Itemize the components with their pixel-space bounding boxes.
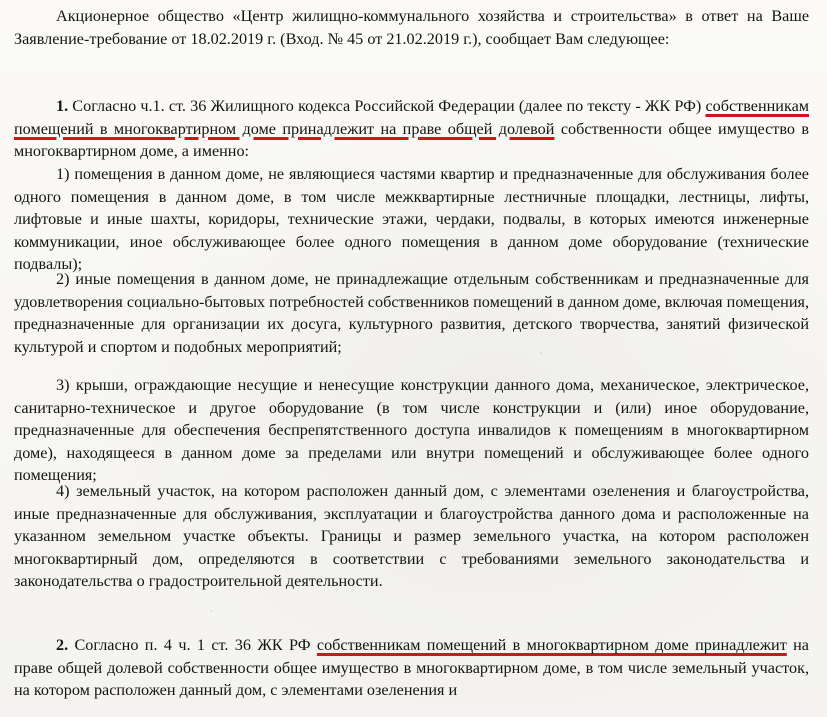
point-1-prefix: Согласно ч.1. ст. 36 Жилищного кодекса Российской Федерации (далее по тексту - ЖК РФ) [68,97,706,115]
point-2-underlined-text: собственникам помещений в многоквартирном доме принадлежит [316,636,787,654]
scan-speck [693,448,696,450]
subitem-1: 1) помещения в данном доме, не являющиеся частями квартир и предназначенные для обслуживания более одного помещения в данном доме, в том числе межквартирные лестничные площадки, лестницы, лифты, лифтовые и иные шахты, коридоры, технические этажи, чердаки, подвалы, в которых имеются инженерные коммуникации, иное обслуживающее более одного помещения в данном доме оборудование (технические подвалы); [14,165,809,274]
point-2-prefix: Согласно п. 4 ч. 1 ст. 36 ЖК РФ [68,636,317,654]
scan-speck [540,352,542,354]
point-1-number: 1. [56,97,69,115]
intro-paragraph: Акционерное общество «Центр жилищно-коммунального хозяйства и строительства» в ответ на Ваше Заявление-требование от 18.02.2019 г. (Вход. № 45 от 21.02.2019 г.), сообщает Вам следующее: [14,7,809,48]
point-1-paragraph [14,95,809,163]
subitem-4: 4) земельный участок, на котором расположен данный дом, с элементами озеленения и благоустройства, иные предназначенные для обслуживания, эксплуатации и благоустройства данного дома и расположенные на указанном земельном участке объекты. Границы и размер земельного участка, на котором расположен многоквартирный дом, определяются в соответствии с требованиями земельного законодательства и законодательства о градостроительной деятельности. [14,482,809,591]
point-2-suffix: на праве общей долевой собственности общее имущество в многоквартирном доме, в том числе земельный участок, на котором расположен данный дом, с элементами озеленения и [14,636,809,700]
subitem-2: 2) иные помещения в данном доме, не принадлежащие отдельным собственникам и предназначенные для удовлетворения социально-бытовых потребностей собственников помещений в данном доме, включая помещения, предназначенные для организации их досуга, культурного развития, детского творчества, занятий физической культурой и спортом и подобных мероприятий; [14,270,809,356]
point-2-paragraph [14,634,809,702]
point-2-number: 2. [56,636,69,654]
scan-speck [210,610,212,612]
point-1-underlined-text: собственникам помещений в многоквартирном доме принадлежит на праве общей долевой [14,97,809,138]
subitem-3: 3) крыши, ограждающие несущие и ненесущие конструкции данного дома, механическое, электрическое, санитарно-техническое и другое оборудование (в том числе конструкции и (или) иное оборудование, предназначенные для обеспечения беспрепятственного доступа инвалидов к помещениям в многоквартирном доме), находящееся в данном доме за пределами или внутри помещений и обслуживающее более одного помещения; [14,376,809,485]
point-1-suffix: собственности общее имущество в многоквартирном доме, а именно: [14,119,810,161]
